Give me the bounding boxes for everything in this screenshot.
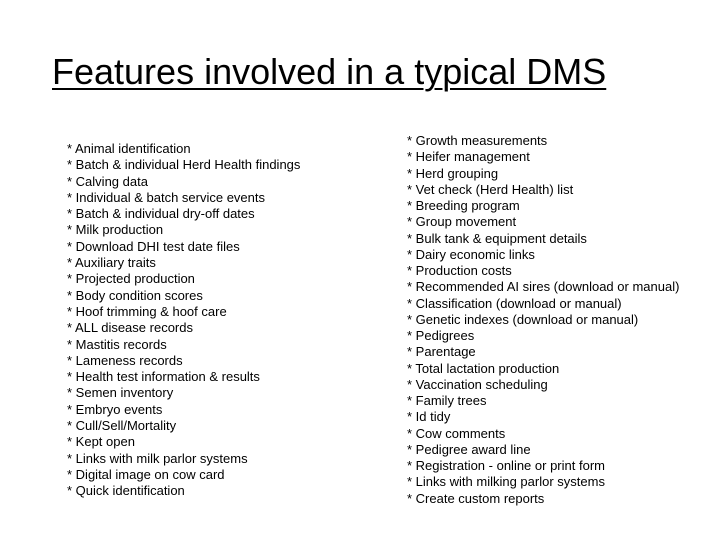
feature-item: * Milk production xyxy=(67,222,164,238)
feature-item: * Heifer management xyxy=(407,149,530,165)
feature-item: * Cow comments xyxy=(407,425,506,441)
feature-item: * Lameness records xyxy=(67,352,183,368)
feature-item: * Herd grouping xyxy=(407,165,499,181)
feature-item: * Create custom reports xyxy=(407,490,545,506)
feature-item: * Dairy economic links xyxy=(407,246,535,262)
feature-item: * Download DHI test date files xyxy=(67,238,240,254)
feature-item: * Growth measurements xyxy=(407,133,548,148)
feature-item: * Classification (download or manual) xyxy=(407,295,622,311)
feature-item: * Auxiliary traits xyxy=(67,255,156,271)
feature-item: * Batch & individual Herd Health findings xyxy=(67,157,301,173)
feature-list-right xyxy=(407,133,679,507)
feature-item: * Individual & batch service events xyxy=(67,189,265,205)
feature-item: * Digital image on cow card xyxy=(67,466,225,482)
feature-item: * Family trees xyxy=(407,393,487,408)
feature-item: * ALL disease records xyxy=(67,320,193,336)
feature-item: * Breeding program xyxy=(407,198,520,213)
feature-item: * Bulk tank & equipment details xyxy=(407,230,587,246)
feature-item: * Health test information & results xyxy=(67,369,260,385)
feature-item: * Registration - online or print form xyxy=(407,458,605,473)
feature-item: * Group movement xyxy=(407,214,517,230)
feature-item: * Links with milk parlor systems xyxy=(67,450,248,466)
feature-item: * Body condition scores xyxy=(67,287,203,303)
feature-item: * Kept open xyxy=(67,434,135,450)
feature-item: * Pedigree award line xyxy=(407,441,531,457)
feature-item: * Mastitis records xyxy=(67,336,167,352)
feature-item: * Links with milking parlor systems xyxy=(407,474,605,490)
feature-item: * Embryo events xyxy=(67,401,163,417)
feature-item: * Vet check (Herd Health) list xyxy=(407,181,574,197)
feature-item: * Parentage xyxy=(407,344,476,360)
feature-list-left xyxy=(67,141,300,500)
feature-item: * Quick identification xyxy=(67,483,185,499)
feature-item: * Cull/Sell/Mortality xyxy=(67,418,177,434)
feature-item: * Pedigrees xyxy=(407,328,475,343)
feature-item: * Id tidy xyxy=(407,409,451,425)
feature-item: * Animal identification xyxy=(67,141,191,156)
feature-item: * Vaccination scheduling xyxy=(407,376,548,392)
feature-item: * Calving data xyxy=(67,173,148,189)
feature-item: * Genetic indexes (download or manual) xyxy=(407,311,639,327)
feature-item: * Recommended AI sires (download or manual) xyxy=(407,279,680,295)
feature-item: * Semen inventory xyxy=(67,385,174,401)
feature-item: * Hoof trimming & hoof care xyxy=(67,303,227,319)
feature-item: * Batch & individual dry-off dates xyxy=(67,206,255,222)
feature-item: * Projected production xyxy=(67,271,195,287)
feature-item: * Production costs xyxy=(407,263,512,278)
feature-item: * Total lactation production xyxy=(407,360,560,376)
slide-title: Features involved in a typical DMS xyxy=(52,51,607,92)
